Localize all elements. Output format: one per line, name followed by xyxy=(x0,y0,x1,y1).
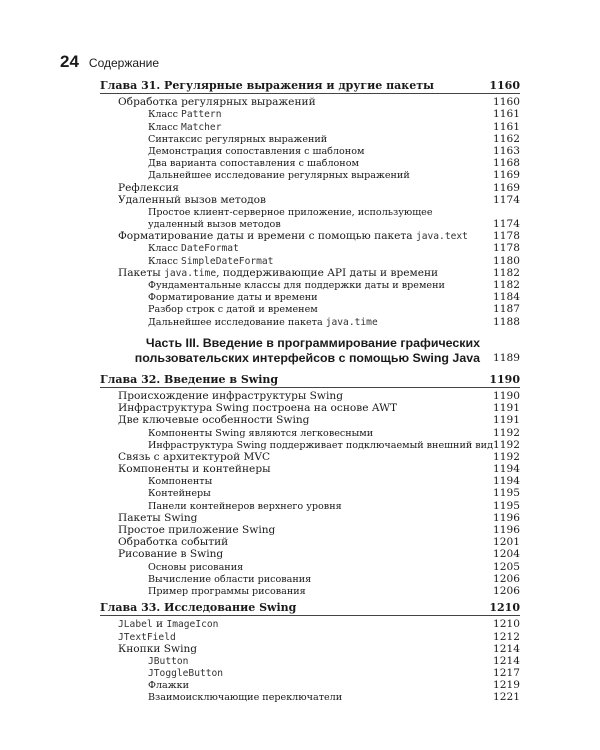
toc-entry[interactable] xyxy=(100,414,520,426)
toc-entry-title xyxy=(100,536,228,548)
toc-entry-page: 1219 xyxy=(493,679,520,692)
toc-entry-page: 1169 xyxy=(493,181,520,194)
text-fragment: Дальнейшее исследование регулярных выражений xyxy=(148,170,410,182)
toc-entry[interactable] xyxy=(100,691,520,703)
toc-entry-title xyxy=(100,524,275,536)
part-title-line-2: пользовательских интерфейсов с помощью Swing Java xyxy=(134,350,480,365)
text-fragment: Пакеты Swing xyxy=(118,511,198,524)
toc-entry-title xyxy=(100,692,342,704)
toc-entry-page: 1204 xyxy=(493,548,520,561)
toc-entry-page: 1191 xyxy=(493,414,520,427)
text-fragment: Инфраструктура Swing поддерживает подключаемый внешний вид xyxy=(148,439,493,451)
text-fragment: Простое приложение Swing xyxy=(118,524,276,536)
text-fragment: Обработка регулярных выражений xyxy=(118,96,316,109)
text-fragment: Две ключевые особенности Swing xyxy=(118,414,310,427)
text-fragment: Рефлексия xyxy=(118,181,179,194)
text-fragment: Контейнеры xyxy=(148,488,211,500)
toc-entry-page: 1187 xyxy=(493,303,520,316)
part-page: 1189 xyxy=(493,351,520,364)
toc-entry[interactable] xyxy=(100,194,520,206)
toc-entry[interactable] xyxy=(100,427,520,439)
toc-entry-title xyxy=(100,317,378,329)
code-fragment: Matcher xyxy=(181,121,222,133)
toc-entry-page: 1214 xyxy=(493,654,520,667)
toc-entry-page: 1174 xyxy=(493,193,520,206)
toc-entry-page: 1217 xyxy=(493,667,520,680)
text-fragment: Класс xyxy=(148,243,182,255)
chapter-page: 1190 xyxy=(489,372,520,386)
toc-entry-page: 1180 xyxy=(493,254,520,267)
text-fragment: Компоненты и контейнеры xyxy=(118,463,271,476)
code-fragment: java.time xyxy=(325,316,378,328)
toc-entry[interactable] xyxy=(100,291,520,303)
chapter-entries xyxy=(100,96,520,328)
toc-entry-page: 1162 xyxy=(493,132,520,145)
code-fragment: java.time xyxy=(164,267,217,279)
code-fragment: java.text xyxy=(415,231,468,243)
text-fragment: удаленный вызов методов xyxy=(148,219,281,231)
toc-entry[interactable] xyxy=(100,169,520,181)
toc-entry[interactable] xyxy=(100,548,520,560)
toc-entry[interactable] xyxy=(100,512,520,524)
text-fragment: Синтаксис регулярных выражений xyxy=(148,133,328,145)
toc-entry[interactable] xyxy=(100,439,520,451)
code-fragment: DateFormat xyxy=(181,243,239,255)
text-fragment: Класс xyxy=(148,109,182,121)
toc-entry[interactable] xyxy=(100,121,520,133)
toc-entry-title xyxy=(100,414,309,426)
toc-entry[interactable] xyxy=(100,267,520,279)
text-fragment: Фундаментальные классы для поддержки даты и времени xyxy=(148,280,445,291)
toc-entry-page: 1192 xyxy=(493,450,520,463)
text-fragment: , поддерживающие API даты и времени xyxy=(216,266,439,279)
text-fragment: Форматирование даты и времени с помощью пакета xyxy=(118,230,416,243)
toc-entry[interactable] xyxy=(100,585,520,597)
toc-entry-page: 1182 xyxy=(493,279,520,291)
toc-entry-page: 1161 xyxy=(493,108,520,121)
text-fragment: Дальнейшее исследование пакета xyxy=(148,316,326,328)
chapter-rule xyxy=(100,93,520,94)
toc-entry-page: 1174 xyxy=(493,218,520,231)
toc-entry-page: 1188 xyxy=(493,315,520,328)
toc-entry[interactable] xyxy=(100,655,520,667)
toc-entry[interactable] xyxy=(100,643,520,655)
code-fragment: JButton xyxy=(148,655,189,667)
page-number: 24 xyxy=(60,52,79,71)
toc-entry[interactable] xyxy=(100,133,520,145)
text-fragment: и xyxy=(152,618,167,631)
toc-entry[interactable] xyxy=(100,536,520,548)
toc-entry[interactable] xyxy=(100,182,520,194)
toc-entry-page: 1168 xyxy=(493,157,520,170)
text-fragment: Взаимоисключающие переключатели xyxy=(148,692,343,704)
toc-entry[interactable] xyxy=(100,230,520,242)
text-fragment: Происхождение инфраструктуры Swing xyxy=(118,389,343,402)
chapter-heading[interactable] xyxy=(100,602,520,614)
toc-entry-page: 1196 xyxy=(493,511,520,524)
code-fragment: JLabel xyxy=(118,619,153,631)
page-header xyxy=(60,52,159,72)
toc-entry[interactable] xyxy=(100,500,520,512)
toc-entry[interactable] xyxy=(100,316,520,328)
toc-entry-page: 1163 xyxy=(493,144,520,157)
toc-entry-page: 1206 xyxy=(493,572,520,585)
toc-entry-page: 1196 xyxy=(493,524,520,536)
toc-entry[interactable] xyxy=(100,206,520,218)
toc-entry-page: 1184 xyxy=(493,291,520,304)
toc-entry-title xyxy=(100,402,397,414)
toc-entry-page: 1210 xyxy=(493,618,520,631)
toc-entry[interactable] xyxy=(100,145,520,157)
toc-entry-page: 1201 xyxy=(493,536,520,549)
toc-entry[interactable] xyxy=(100,390,520,402)
toc-entry-title xyxy=(100,586,306,598)
text-fragment: Разбор строк с датой и временем xyxy=(148,304,318,316)
toc-entry[interactable] xyxy=(100,108,520,120)
toc-entry-page: 1178 xyxy=(493,242,520,255)
toc-entry[interactable] xyxy=(100,402,520,414)
toc-entry-page: 1221 xyxy=(493,691,520,704)
toc-entry-title xyxy=(100,643,197,655)
toc-entry-title xyxy=(100,548,223,560)
toc-entry-page: 1169 xyxy=(493,169,520,182)
toc-entry-page: 1160 xyxy=(493,96,520,109)
running-title: Содержание xyxy=(88,56,160,70)
toc-entry-page: 1192 xyxy=(493,426,520,439)
toc-entry[interactable] xyxy=(100,451,520,463)
toc-entry[interactable] xyxy=(100,218,520,230)
chapter-rule xyxy=(100,387,520,388)
table-of-contents xyxy=(100,80,520,704)
toc-entry[interactable] xyxy=(100,255,520,267)
toc-entry-page: 1214 xyxy=(493,642,520,655)
chapter-title: Глава 33. Исследование Swing xyxy=(100,601,297,615)
toc-entry[interactable] xyxy=(100,679,520,691)
toc-entry[interactable] xyxy=(100,475,520,487)
text-fragment: Пакеты xyxy=(118,266,165,279)
toc-entry-title xyxy=(100,96,316,108)
toc-entry-page: 1192 xyxy=(493,438,520,451)
text-fragment: Вычисление области рисования xyxy=(148,573,312,585)
toc-entry-title xyxy=(100,512,197,524)
toc-entry[interactable] xyxy=(100,463,520,475)
text-fragment: Панели контейнеров верхнего уровня xyxy=(148,500,342,512)
toc-entry[interactable] xyxy=(100,667,520,679)
text-fragment: Инфраструктура Swing построена на основе AWT xyxy=(118,402,398,415)
code-fragment: JTextField xyxy=(118,631,176,643)
toc-entry[interactable] xyxy=(100,279,520,291)
toc-entry[interactable] xyxy=(100,157,520,169)
text-fragment: Класс xyxy=(148,121,182,133)
text-fragment: Класс xyxy=(148,255,182,267)
chapter-heading[interactable] xyxy=(100,80,520,92)
text-fragment: Рисование в Swing xyxy=(118,548,224,561)
toc-entry-page: 1195 xyxy=(493,499,520,512)
code-fragment: SimpleDateFormat xyxy=(181,255,274,267)
toc-entry-page: 1205 xyxy=(493,560,520,573)
toc-entry-title xyxy=(100,463,271,475)
chapter-title: Глава 31. Регулярные выражения и другие пакеты xyxy=(100,79,435,92)
toc-entry-title xyxy=(100,451,270,463)
text-fragment: Обработка событий xyxy=(118,536,229,549)
toc-entry-page: 1195 xyxy=(493,487,520,500)
toc-entry[interactable] xyxy=(100,487,520,499)
toc-entry-page: 1161 xyxy=(493,120,520,133)
chapter-entries xyxy=(100,390,520,597)
toc-entry[interactable] xyxy=(100,96,520,108)
chapter-entries xyxy=(100,618,520,703)
text-fragment: Кнопки Swing xyxy=(118,642,198,655)
text-fragment: Основы рисования xyxy=(148,561,244,573)
toc-entry[interactable] xyxy=(100,303,520,315)
toc-entry[interactable] xyxy=(100,242,520,254)
toc-entry-page: 1194 xyxy=(493,475,520,488)
chapter-heading[interactable] xyxy=(100,374,520,386)
toc-entry-title xyxy=(100,390,343,402)
text-fragment: Форматирование даты и времени xyxy=(148,292,318,304)
toc-entry-page: 1178 xyxy=(493,230,520,243)
text-fragment: Два варианта сопоставления с шаблоном xyxy=(148,158,359,170)
text-fragment: Связь с архитектурой MVC xyxy=(118,450,271,463)
toc-entry[interactable] xyxy=(100,524,520,536)
toc-entry-page: 1182 xyxy=(493,266,520,279)
chapter-page: 1160 xyxy=(489,79,520,92)
chapter-rule xyxy=(100,615,520,616)
chapter-title: Глава 32. Введение в Swing xyxy=(100,372,279,386)
toc-entry-page: 1212 xyxy=(493,630,520,643)
part-heading[interactable] xyxy=(86,336,520,366)
toc-entry[interactable] xyxy=(100,618,520,630)
toc-entry[interactable] xyxy=(100,631,520,643)
text-fragment: Демонстрация сопоставления с шаблоном xyxy=(148,145,365,157)
text-fragment: Компоненты xyxy=(148,476,213,488)
toc-entry-page: 1191 xyxy=(493,402,520,415)
chapter-page: 1210 xyxy=(489,601,520,615)
toc-entry[interactable] xyxy=(100,573,520,585)
part-title-line-1: Часть III. Введение в программирование графических xyxy=(145,335,480,350)
toc-entry-page: 1194 xyxy=(493,463,520,476)
code-fragment: JToggleButton xyxy=(148,668,224,680)
toc-entry-page: 1190 xyxy=(493,389,520,402)
text-fragment: Пример программы рисования xyxy=(148,585,306,597)
text-fragment: Удаленный вызов методов xyxy=(118,193,266,206)
toc-entry[interactable] xyxy=(100,561,520,573)
text-fragment: Флажки xyxy=(148,680,189,692)
text-fragment: Простое клиент-серверное приложение, использующее xyxy=(148,206,433,218)
toc-entry-page: 1206 xyxy=(493,584,520,597)
toc-entry-title xyxy=(100,194,266,206)
code-fragment: Pattern xyxy=(181,109,222,121)
code-fragment: ImageIcon xyxy=(166,619,219,631)
text-fragment: Компоненты Swing являются легковесными xyxy=(148,427,374,439)
toc-entry-title xyxy=(100,182,179,194)
